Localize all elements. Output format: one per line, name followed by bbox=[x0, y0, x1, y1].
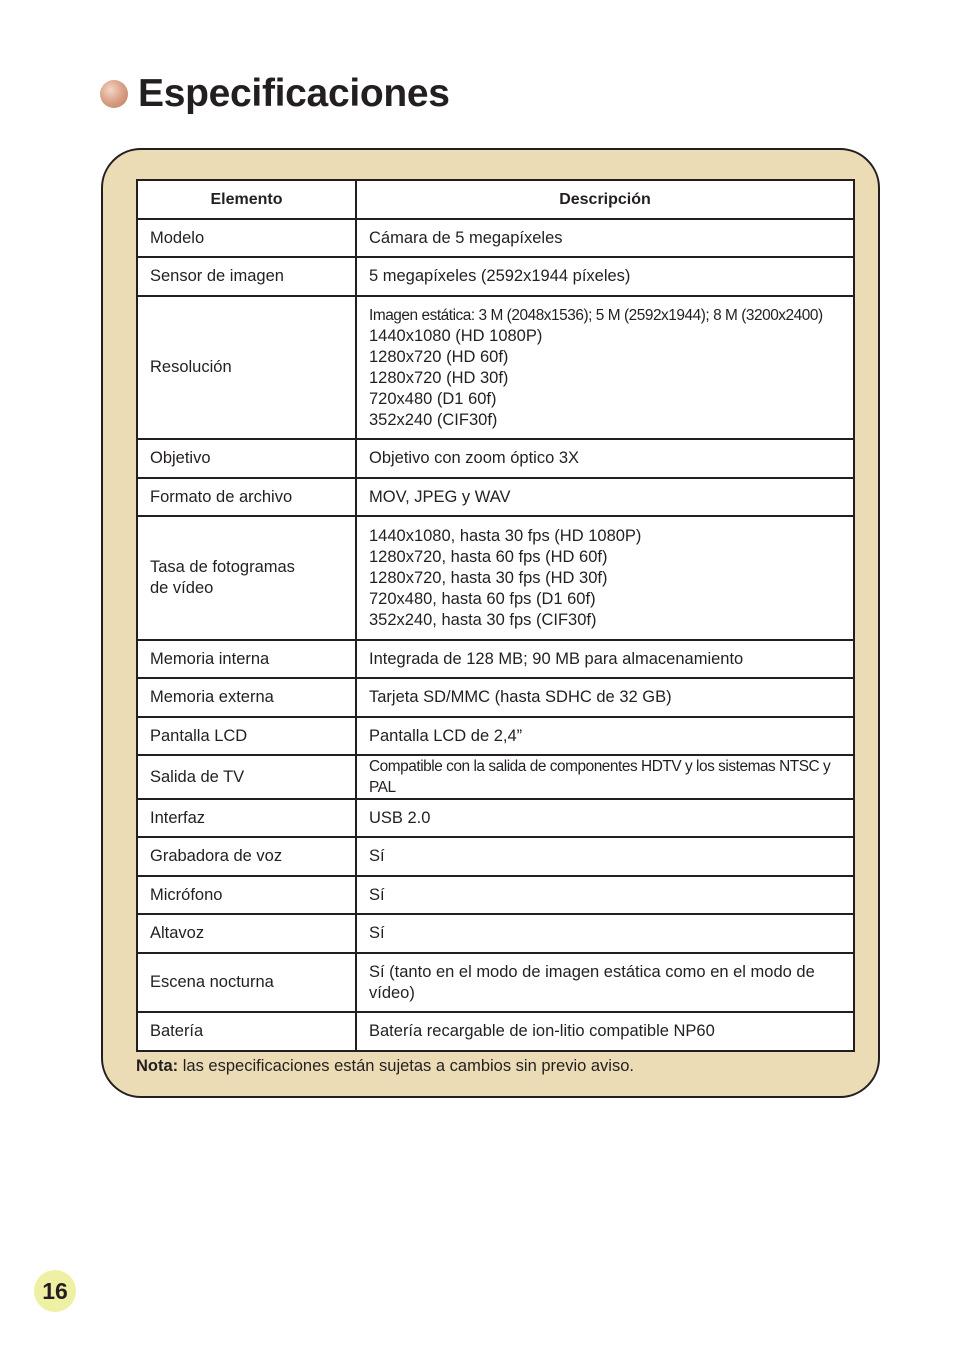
row-description: Sí bbox=[356, 876, 854, 914]
description-line: 1280x720, hasta 60 fps (HD 60f) bbox=[369, 547, 608, 566]
row-description: Integrada de 128 MB; 90 MB para almacenamiento bbox=[356, 640, 854, 678]
footnote bbox=[136, 1057, 634, 1076]
row-description: USB 2.0 bbox=[356, 799, 854, 837]
table-row bbox=[137, 678, 854, 717]
description-line: 720x480, hasta 60 fps (D1 60f) bbox=[369, 589, 596, 608]
row-item: Pantalla LCD bbox=[137, 717, 356, 755]
spec-table bbox=[136, 179, 855, 1052]
description-line: Sí (tanto en el modo de imagen estática como en el modo de bbox=[369, 962, 815, 981]
table-row bbox=[137, 1012, 854, 1051]
description-line: 352x240, hasta 30 fps (CIF30f) bbox=[369, 610, 597, 629]
page-number: 16 bbox=[34, 1270, 76, 1312]
footnote-label: Nota: bbox=[136, 1057, 179, 1075]
description-line: 1440x1080, hasta 30 fps (HD 1080P) bbox=[369, 526, 642, 545]
row-item: Modelo bbox=[137, 219, 356, 257]
row-item bbox=[137, 516, 356, 640]
page-title: Especificaciones bbox=[138, 72, 450, 115]
row-description bbox=[356, 953, 854, 1012]
page-header bbox=[100, 70, 450, 118]
row-description: Cámara de 5 megapíxeles bbox=[356, 219, 854, 257]
table-row bbox=[137, 837, 854, 876]
row-item: Resolución bbox=[137, 296, 356, 439]
row-description: Sí bbox=[356, 914, 854, 953]
table-row bbox=[137, 755, 854, 799]
table-row bbox=[137, 953, 854, 1012]
header-description: Descripción bbox=[356, 180, 854, 219]
description-line: 1280x720, hasta 30 fps (HD 30f) bbox=[369, 568, 608, 587]
description-line: 1440x1080 (HD 1080P) bbox=[369, 326, 543, 345]
table-row bbox=[137, 640, 854, 678]
description-line: Imagen estática: 3 M (2048x1536); 5 M (2592x1944); 8 M (3200x2400) bbox=[369, 306, 823, 324]
description-line: 1280x720 (HD 60f) bbox=[369, 347, 509, 366]
table-row bbox=[137, 876, 854, 914]
header-item: Elemento bbox=[137, 180, 356, 219]
row-item: Micrófono bbox=[137, 876, 356, 914]
row-item: Salida de TV bbox=[137, 755, 356, 799]
table-row bbox=[137, 717, 854, 755]
row-description: Pantalla LCD de 2,4” bbox=[356, 717, 854, 755]
row-item: Grabadora de voz bbox=[137, 837, 356, 876]
table-row bbox=[137, 219, 854, 257]
table-row bbox=[137, 799, 854, 837]
row-item: Formato de archivo bbox=[137, 478, 356, 516]
row-item: Objetivo bbox=[137, 439, 356, 478]
row-item: Memoria interna bbox=[137, 640, 356, 678]
row-description: Tarjeta SD/MMC (hasta SDHC de 32 GB) bbox=[356, 678, 854, 717]
description-line: vídeo) bbox=[369, 983, 415, 1002]
row-description: Batería recargable de ion-litio compatible NP60 bbox=[356, 1012, 854, 1051]
circle-bullet-icon bbox=[100, 80, 128, 108]
row-description bbox=[356, 516, 854, 640]
row-description: Sí bbox=[356, 837, 854, 876]
description-line: 352x240 (CIF30f) bbox=[369, 410, 498, 429]
description-line: Compatible con la salida de componentes HDTV y los sistemas NTSC y PAL bbox=[369, 758, 831, 796]
row-item: Escena nocturna bbox=[137, 953, 356, 1012]
row-item: Interfaz bbox=[137, 799, 356, 837]
row-description: Objetivo con zoom óptico 3X bbox=[356, 439, 854, 478]
row-item: Batería bbox=[137, 1012, 356, 1051]
table-row bbox=[137, 516, 854, 640]
row-description: MOV, JPEG y WAV bbox=[356, 478, 854, 516]
table-row bbox=[137, 478, 854, 516]
row-item: Sensor de imagen bbox=[137, 257, 356, 296]
row-item: Altavoz bbox=[137, 914, 356, 953]
table-row bbox=[137, 257, 854, 296]
row-item: Memoria externa bbox=[137, 678, 356, 717]
table-row bbox=[137, 296, 854, 439]
table-row bbox=[137, 439, 854, 478]
row-description: 5 megapíxeles (2592x1944 píxeles) bbox=[356, 257, 854, 296]
row-description bbox=[356, 755, 854, 799]
footnote-text: las especificaciones están sujetas a cambios sin previo aviso. bbox=[178, 1057, 634, 1075]
item-line: de vídeo bbox=[150, 579, 214, 597]
description-line: 1280x720 (HD 30f) bbox=[369, 368, 509, 387]
row-description bbox=[356, 296, 854, 439]
item-line: Tasa de fotogramas bbox=[150, 558, 295, 576]
table-row bbox=[137, 914, 854, 953]
description-line: 720x480 (D1 60f) bbox=[369, 389, 497, 408]
table-header-row bbox=[137, 180, 854, 219]
